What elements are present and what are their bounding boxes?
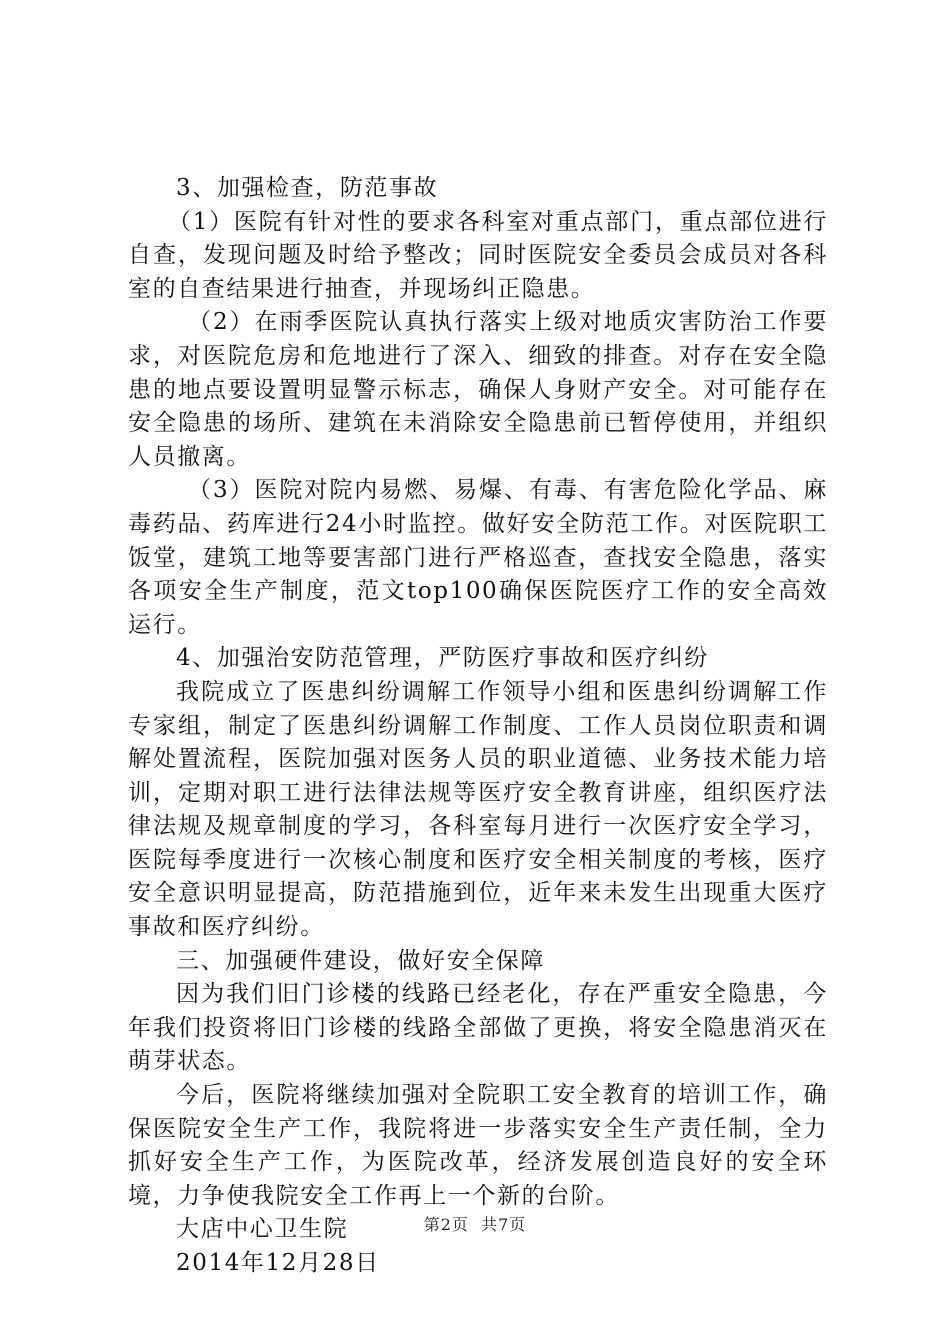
signature-date: 2014年12月28日 — [176, 1250, 380, 1276]
page-number: 第2页 共7页 — [423, 1215, 527, 1234]
document-body — [128, 172, 828, 1281]
paragraph-wiring-replacement: 因为我们旧门诊楼的线路已经老化，存在严重安全隐患，今年我们投资将旧门诊楼的线路全部做了更换，将安全隐患消灭在萌芽状态。 — [128, 981, 828, 1075]
paragraph-dispute-mediation: 我院成立了医患纠纷调解工作领导小组和医患纠纷调解工作专家组，制定了医患纠纷调解工作制度、工作人员岗位职责和调解处置流程，医院加强对医务人员的职业道德、业务技术能力培训，定期对职工进行法律法规等医疗安全教育讲座，组织医疗法律法规及规章制度的学习，各科室每月进行一次医疗安全学习，医院每季度进行一次核心制度和医疗安全相关制度的考核，医疗安全意识明显提高，防范措施到位，近年来未发生出现重大医疗事故和医疗纠纷。 — [128, 678, 828, 941]
paragraph-rainy-season: （2）在雨季医院认真执行落实上级对地质灾害防治工作要求，对医院危房和危地进行了深入、细致的排查。对存在安全隐患的地点要设置明显警示标志，确保人身财产安全。对可能存在安全隐患的场所、建筑在未消除安全隐患前已暂停使用，并组织人员撤离。 — [128, 309, 828, 470]
paragraph-self-inspection: （1）医院有针对性的要求各科室对重点部门，重点部位进行自查，发现问题及时给予整改；同时医院安全委员会成员对各科室的自查结果进行抽查，并现场纠正隐患。 — [128, 208, 828, 302]
page-footer — [0, 1212, 950, 1235]
section-heading-security: 4、加强治安防范管理，严防医疗事故和医疗纠纷 — [176, 645, 709, 672]
paragraph-hazard-monitoring: （3）医院对院内易燃、易爆、有毒、有害危险化学品、麻毒药品、药库进行24小时监控。做好安全防范工作。对医院职工饭堂，建筑工地等要害部门进行严格巡查，查找安全隐患，落实各项安全生产制度，范文top100确保医院医疗工作的安全高效运行。 — [128, 477, 828, 638]
section-heading-hardware: 三、加强硬件建设，做好安全保障 — [176, 947, 545, 974]
section-heading-inspection: 3、加强检查，防范事故 — [176, 175, 439, 201]
signature-organization: 大店中心卫生院 — [176, 1216, 349, 1243]
paragraph-future-plans: 今后，医院将继续加强对全院职工安全教育的培训工作，确保医院安全生产工作，我院将进一步落实安全生产责任制，全力抓好安全生产工作，为医院改革，经济发展创造良好的安全环境，力争使我院安全工作再上一个新的台阶。 — [128, 1082, 828, 1209]
